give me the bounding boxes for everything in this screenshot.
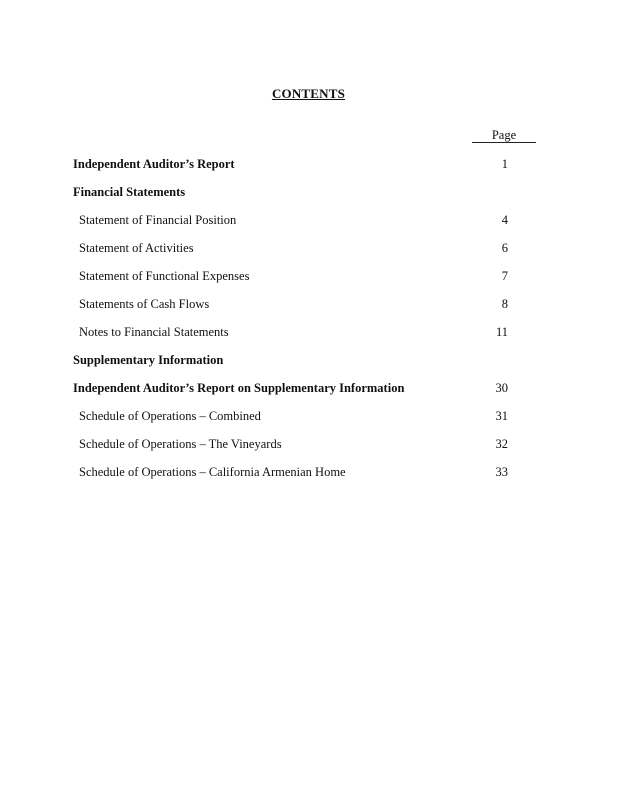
- toc-entry-page: 7: [501, 269, 508, 283]
- toc-entry-label: Independent Auditor’s Report: [73, 157, 235, 171]
- toc-entry-page: 32: [495, 437, 508, 451]
- toc-entry-label: Independent Auditor’s Report on Supplementary Information: [73, 381, 405, 395]
- toc-entry-label: Financial Statements: [73, 185, 186, 199]
- toc-section-financial-statements: [73, 184, 543, 200]
- contents-title: CONTENTS: [271, 86, 346, 101]
- toc-entry-statements-of-cash-flows: [73, 296, 543, 312]
- toc-entry-schedule-operations-armenian-home: [73, 464, 543, 480]
- toc-entry-label: Statement of Activities: [79, 241, 194, 255]
- toc-entry-label: Statement of Financial Position: [79, 213, 237, 227]
- toc-entry-page: 33: [495, 465, 508, 479]
- toc-entry-label: Schedule of Operations – The Vineyards: [79, 437, 282, 451]
- toc-entry-page: 1: [501, 157, 508, 171]
- toc-entry-schedule-operations-combined: [73, 408, 543, 424]
- toc-entry-page: 4: [501, 213, 508, 227]
- toc-entry-label: Schedule of Operations – California Armenian Home: [79, 465, 346, 479]
- toc-entry-statement-of-financial-position: [73, 212, 543, 228]
- toc-entry-page: 30: [495, 381, 508, 395]
- toc-entry-schedule-operations-vineyards: [73, 436, 543, 452]
- toc-entry-auditors-report-supplementary: [73, 380, 543, 396]
- toc-section-supplementary-information: [73, 352, 543, 368]
- toc-entry-notes-to-financial-statements: [73, 324, 543, 340]
- toc-entry-page: 6: [501, 241, 508, 255]
- toc-entry-page: 11: [495, 325, 508, 339]
- toc-entry-independent-auditors-report: [73, 156, 543, 172]
- toc-entry-page: 8: [501, 297, 508, 311]
- toc-entry-page: 31: [495, 409, 508, 423]
- toc-entry-label: Statement of Functional Expenses: [79, 269, 250, 283]
- toc-entry-label: Statements of Cash Flows: [79, 297, 210, 311]
- toc-entry-label: Schedule of Operations – Combined: [79, 409, 261, 423]
- toc-entry-statement-of-functional-expenses: [73, 268, 543, 284]
- toc-entry-label: Supplementary Information: [73, 353, 224, 367]
- page-column-header: Page: [472, 128, 536, 143]
- toc-entry-label: Notes to Financial Statements: [79, 325, 229, 339]
- toc-entry-statement-of-activities: [73, 240, 543, 256]
